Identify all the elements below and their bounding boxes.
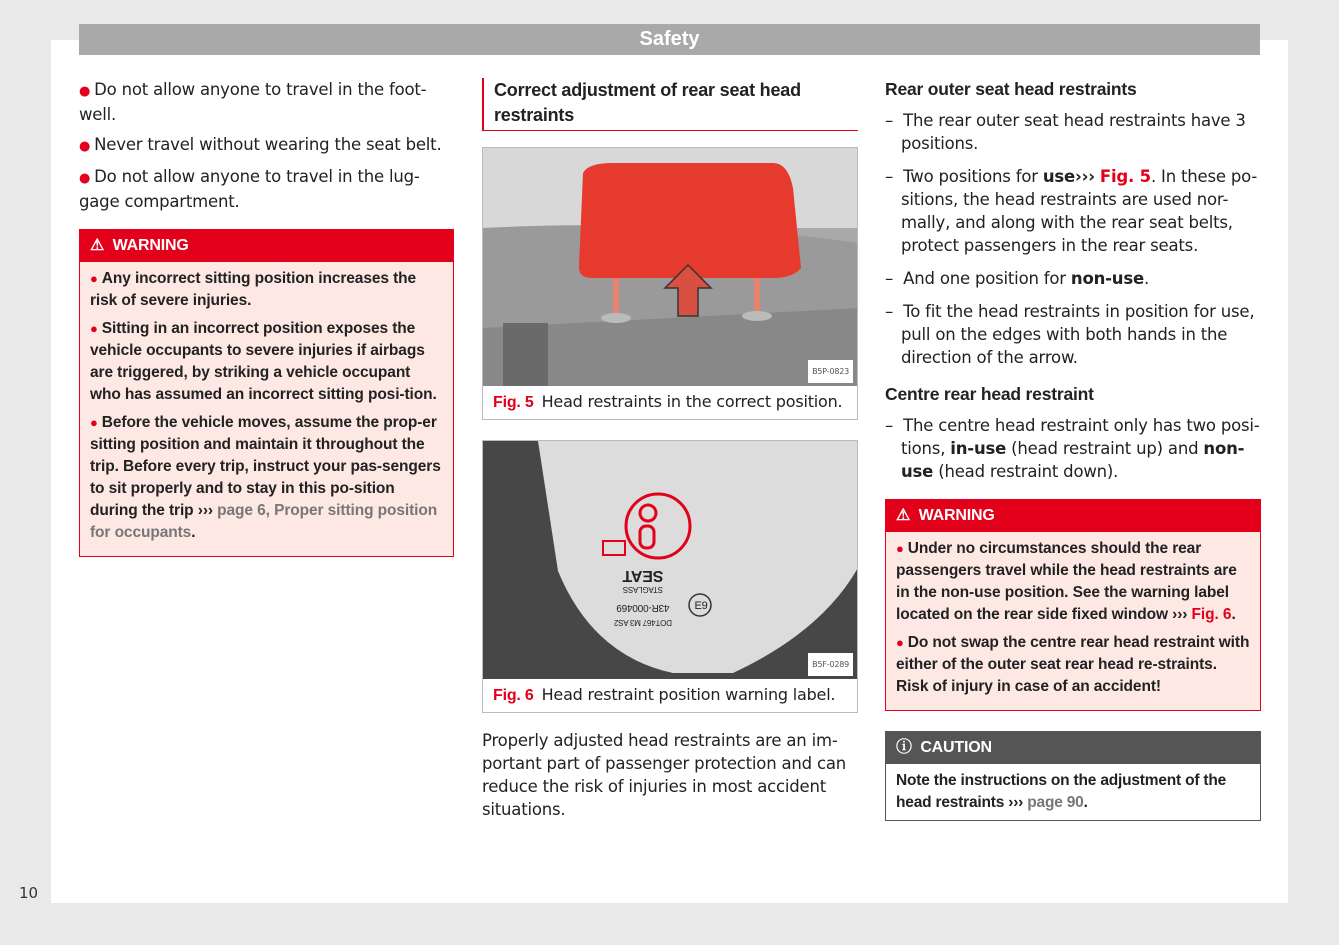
label-text: DOT467 M3 AS2 (614, 618, 672, 627)
left-column (79, 78, 454, 557)
list-item: – And one position for non-use. (885, 269, 1149, 288)
caution-circle-icon: ⓘ (896, 739, 912, 756)
label-e-mark: E9 (694, 600, 708, 612)
warning-box (885, 499, 1261, 711)
warning-triangle-icon: ⚠ (90, 237, 105, 254)
section-title: Correct adjustment of rear seat head restraints (482, 78, 858, 131)
warning-item: ● Under no circumstances should the rear passengers travel while the head restraints are in the non-use position. See the warning label located on the rear side fixed window ››› Fig. 6. (896, 540, 1237, 623)
middle-column (482, 78, 858, 828)
page-link[interactable]: page 6, Proper sitting position for occupants (90, 502, 438, 541)
label-text: STAGLASS (622, 585, 664, 594)
warning-box (79, 229, 454, 557)
chapter-header: Safety (79, 24, 1260, 55)
figure-5 (482, 147, 858, 420)
figure-caption: Fig. 6 Head restraint position warning label. (493, 685, 836, 704)
warning-label-illustration (483, 441, 857, 679)
figure-link[interactable]: Fig. 5 (1099, 167, 1151, 186)
figure-code: B5F-0289 (808, 653, 853, 676)
head-restraint-illustration (483, 148, 857, 386)
subheading: Centre rear head restraint (885, 384, 1094, 404)
bullet-item: ● Do not allow anyone to travel in the foot-well. (79, 80, 427, 124)
page-number: 10 (19, 884, 39, 902)
caution-box: ⓘ CAUTION Note the instructions on the adjustment of the head restraints ››› page 90. (885, 731, 1261, 821)
bullet-item: ● Never travel without wearing the seat belt. (79, 135, 442, 154)
figure-caption: Fig. 5 Head restraints in the correct position. (493, 392, 843, 411)
warning-header: ⚠ WARNING (80, 230, 453, 262)
warning-header: ⚠ WARNING (886, 500, 1260, 532)
list-item: – The centre head restraint only has two posi-tions, in-use (head restraint up) and non-use (head restraint down). (885, 416, 1260, 481)
list-item: – Two positions for use››› Fig. 5. In these po-sitions, the head restraints are used nor-mally, and along with the rear seat belts, protect passengers in the rear seats. (885, 167, 1258, 255)
figure-link[interactable]: Fig. 6 (1191, 606, 1232, 623)
list-item: – To fit the head restraints in position for use, pull on the edges with both hands in the direction of the arrow. (885, 302, 1255, 367)
warning-item: ● Sitting in an incorrect position exposes the vehicle occupants to severe injuries if airbags are triggered, by striking a vehicle occupant who has assumed an incorrect sitting posi-tion. (90, 320, 437, 403)
warning-item: ● Before the vehicle moves, assume the prop-er sitting position and maintain it throughout the trip. Before every trip, instruct your pas-sengers to sit properly and to stay in this po-sition during the trip ››› page 6, Proper sitting position for occupants. (90, 414, 441, 541)
page-link[interactable]: page 90 (1027, 794, 1084, 811)
warning-item: ● Do not swap the centre rear head restraint with either of the outer seat rear head re-straints. Risk of injury in case of an accident! (896, 634, 1250, 695)
figure-6 (482, 440, 858, 713)
list-item: – The rear outer seat head restraints have 3 positions. (885, 111, 1246, 153)
body-paragraph: Properly adjusted head restraints are an im-portant part of passenger protection and can reduce the risk of injuries in most accident situations. (482, 731, 847, 819)
label-text: 43R-000469 (616, 602, 670, 613)
figure-code: B5P-0823 (808, 360, 853, 383)
label-brand: SEAT (622, 567, 664, 584)
right-column (885, 78, 1261, 821)
caution-header: ⓘ CAUTION (886, 732, 1260, 764)
subheading: Rear outer seat head restraints (885, 79, 1137, 99)
warning-item: ● Any incorrect sitting position increases the risk of severe injuries. (90, 270, 417, 309)
warning-triangle-icon: ⚠ (896, 507, 911, 524)
bullet-item: ● Do not allow anyone to travel in the lug-gage compartment. (79, 167, 420, 211)
